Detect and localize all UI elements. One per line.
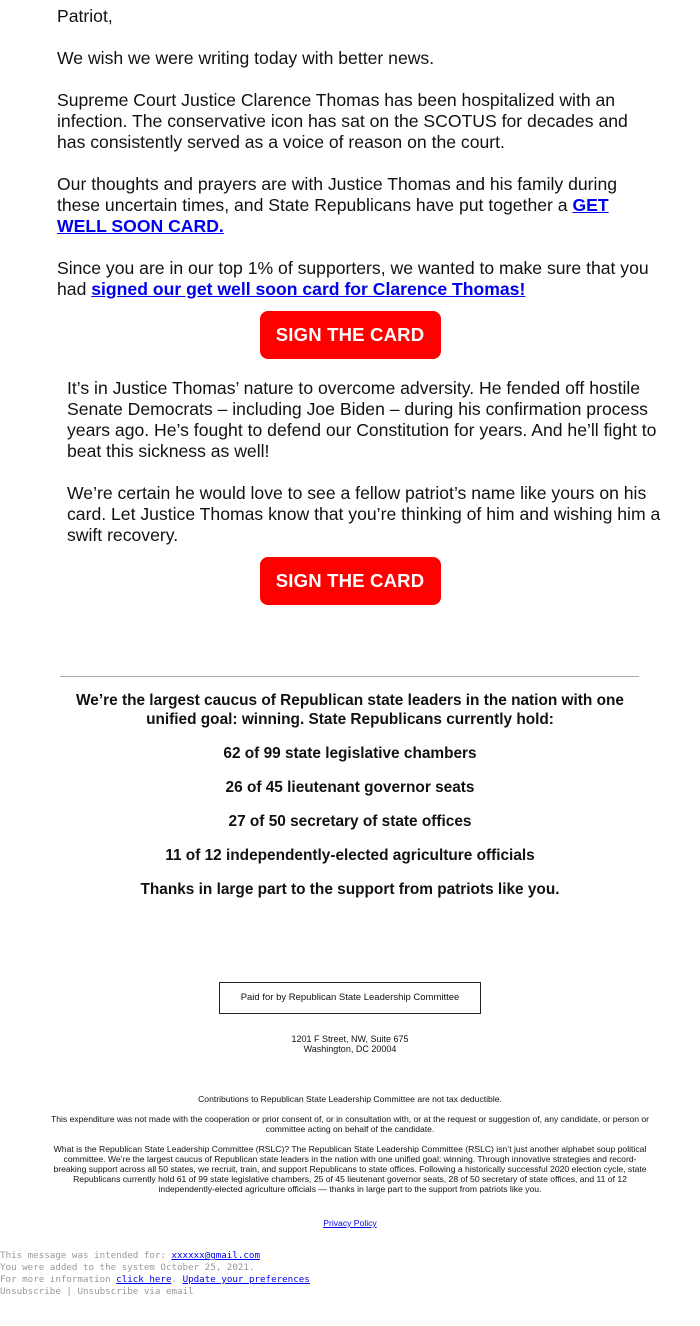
privacy-row: [50, 1218, 650, 1228]
footer-unsubscribe-row: [0, 1286, 400, 1298]
caucus-section: [50, 691, 650, 914]
tax-deductible-notice: Contributions to Republican State Leadership Committee are not tax deductible.: [198, 1094, 502, 1104]
paragraph-adversity: It’s in Justice Thomas’ nature to overcome adversity. He fended off hostile Senate Democrats – including Joe Biden – during his confirmation process years ago. He’s fought to defend our Constitution for years. And he’ll fight to beat this sickness as well!: [67, 378, 657, 461]
footer-notice: [0, 1250, 400, 1298]
caucus-stat: 62 of 99 state legislative chambers: [223, 745, 477, 762]
caucus-stat: 26 of 45 lieutenant governor seats: [225, 779, 475, 796]
get-well-card-link[interactable]: GET WELL SOON CARD.: [57, 195, 609, 236]
sign-the-card-button-2[interactable]: SIGN THE CARD: [260, 557, 441, 605]
footer-added-row: You were added to the system October 25, 2021.: [0, 1262, 255, 1273]
paragraph-hospitalized: Supreme Court Justice Clarence Thomas has been hospitalized with an infection. The conservative icon has sat on the SCOTUS for decades and has consistently served as a voice of reason on the court.: [57, 90, 628, 152]
footer-intended-row: [0, 1250, 400, 1262]
mailing-address: [0, 1034, 700, 1054]
caucus-stat: 27 of 50 secretary of state offices: [228, 813, 472, 830]
paragraph-intro: We wish we were writing today with better news.: [57, 48, 435, 68]
paid-for-box: Paid for by Republican State Leadership Committee: [219, 982, 481, 1014]
address-line-1: 1201 F Street, NW, Suite 675: [291, 1034, 409, 1044]
privacy-policy-link[interactable]: Privacy Policy: [323, 1218, 377, 1228]
caucus-thanks: Thanks in large part to the support from patriots like you.: [140, 881, 560, 898]
caucus-stat: 11 of 12 independently-elected agriculture officials: [165, 847, 535, 864]
signed-card-link[interactable]: signed our get well soon card for Clarence Thomas!: [91, 279, 526, 299]
email-body: [57, 6, 657, 321]
divider: [60, 676, 639, 677]
button-row-2: [0, 557, 700, 605]
caucus-intro: We’re the largest caucus of Republican state leaders in the nation with one unified goal: winning. State Republicans currently hold:: [76, 692, 624, 728]
rslc-about: What is the Republican State Leadership Committee (RSLC)? The Republican State Leadership Committee (RSLC) isn’t just another alphabet soup political committee. We’re the largest caucus of Republican state leaders in the nation with one unified goal: winning. Through innovative strategies and record-breaking support across all 50 states, we recruit, train, and support Republicans to state offices. Following a historically successful 2020 election cycle, state Republicans currently hold 61 of 99 state legislative chambers, 25 of 45 lieutenant governor seats, 28 of 50 secretary of state offices, and 11 of 12 independently-elected agriculture officials — thanks in large part to the support from patriots like you.: [53, 1144, 647, 1194]
paragraph-prayers-text: Our thoughts and prayers are with Justice Thomas and his family during these uncertain times, and State Republicans have put together a: [57, 174, 618, 215]
expenditure-notice: This expenditure was not made with the cooperation or prior consent of, or in consultation with, or at the request or suggestion of, any candidate, or person or committee acting on behalf of the candidate.: [50, 1114, 650, 1134]
update-preferences-link[interactable]: Update your preferences: [182, 1274, 310, 1285]
unsubscribe-link[interactable]: Unsubscribe: [0, 1286, 61, 1297]
address-line-2: Washington, DC 20004: [303, 1044, 397, 1054]
paragraph-supporters-text: Since you are in our top 1% of supporters, we wanted to make sure that you had: [57, 258, 649, 299]
paragraph-prayers: [57, 174, 657, 237]
email-body-secondary: [67, 378, 667, 567]
footer-more-info-label: For more information: [0, 1274, 117, 1285]
click-here-link[interactable]: click here: [116, 1274, 172, 1285]
sign-the-card-button[interactable]: SIGN THE CARD: [260, 311, 441, 359]
recipient-email-link[interactable]: xxxxxx@gmail.com: [171, 1250, 260, 1261]
footer-separator: .: [171, 1274, 183, 1285]
unsubscribe-email-link[interactable]: Unsubscribe via email: [77, 1286, 194, 1297]
footer-more-info-row: [0, 1274, 400, 1286]
greeting: Patriot,: [57, 6, 113, 26]
paragraph-supporters: [57, 258, 657, 300]
footer-pipe: |: [60, 1286, 78, 1297]
footer-intended-label: This message was intended for:: [0, 1250, 172, 1261]
paragraph-certain: We’re certain he would love to see a fellow patriot’s name like yours on his card. Let Justice Thomas know that you’re thinking of him and wishing him a swift recovery.: [67, 483, 661, 545]
button-row-1: [0, 311, 700, 359]
